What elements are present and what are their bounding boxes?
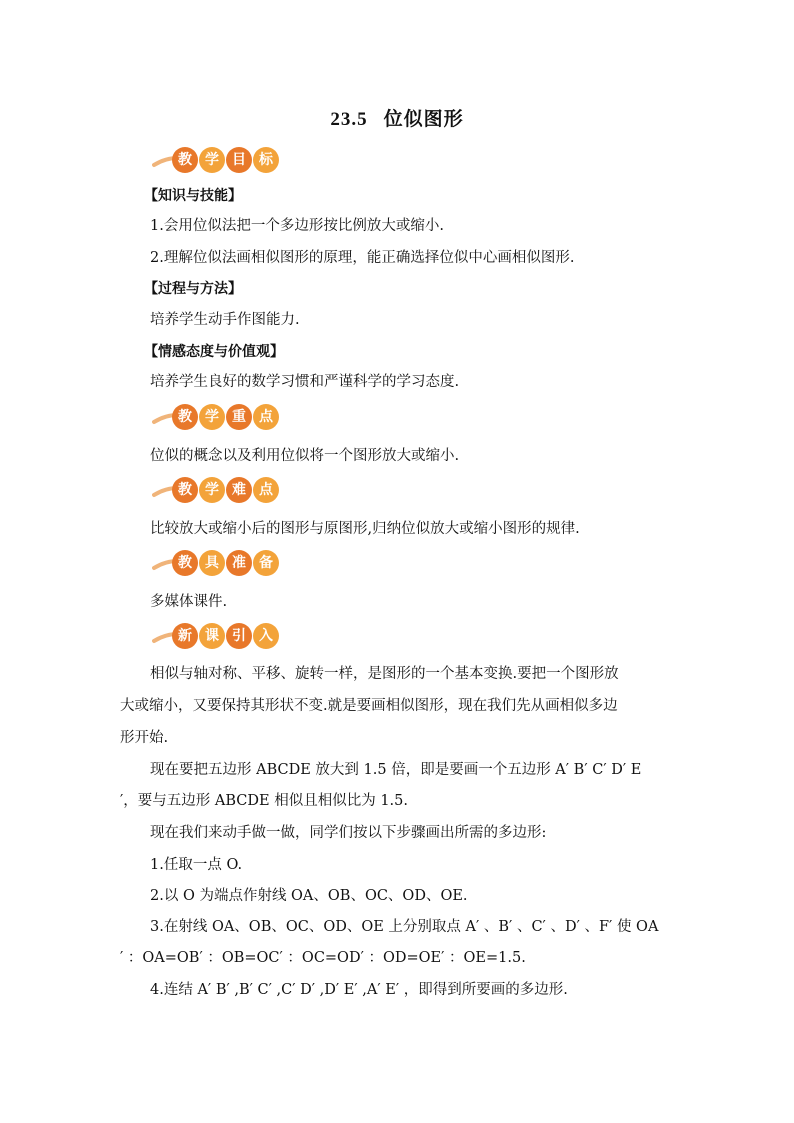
badge-char: 学 bbox=[199, 147, 225, 173]
badge-char: 入 bbox=[253, 623, 279, 649]
step-item: 2.以 O 为端点作射线 OA、OB、OC、OD、OE. bbox=[150, 888, 468, 904]
badge-char: 教 bbox=[172, 404, 198, 430]
goal-item: 培养学生动手作图能力. bbox=[150, 312, 300, 328]
heading-knowledge-skills: 【知识与技能】 bbox=[144, 188, 242, 204]
badge-char: 具 bbox=[199, 550, 225, 576]
intro-paragraph-line: 相似与轴对称、平移、旋转一样，是图形的一个基本变换.要把一个图形放 bbox=[150, 666, 619, 682]
badge-char: 教 bbox=[172, 147, 198, 173]
key-points-text: 位似的概念以及利用位似将一个图形放大或缩小. bbox=[150, 448, 460, 464]
badge-char: 课 bbox=[199, 623, 225, 649]
page-title bbox=[0, 104, 794, 131]
intro-paragraph-line: 现在要把五边形 ABCDE 放大到 1.5 倍，即是要画一个五边形 A′ B′ C′ D′ E bbox=[150, 762, 642, 778]
badge-char: 目 bbox=[226, 147, 252, 173]
step-item: 4.连结 A′ B′ ,B′ C′ ,C′ D′ ,D′ E′ ,A′ E′ ，即得到所要画的多边形. bbox=[150, 982, 568, 998]
heading-attitude-values: 【情感态度与价值观】 bbox=[144, 344, 284, 360]
badge-char: 重 bbox=[226, 404, 252, 430]
badge-char: 备 bbox=[253, 550, 279, 576]
badge-char: 学 bbox=[199, 477, 225, 503]
badge-char: 标 bbox=[253, 147, 279, 173]
badge-char: 点 bbox=[253, 404, 279, 430]
intro-paragraph-line: 形开始. bbox=[120, 730, 169, 746]
step-item: 1.任取一点 O. bbox=[150, 857, 243, 873]
badge-char: 准 bbox=[226, 550, 252, 576]
badge-char: 新 bbox=[172, 623, 198, 649]
intro-paragraph-line: 大或缩小，又要保持其形状不变.就是要画相似图形，现在我们先从画相似多边 bbox=[120, 698, 618, 714]
intro-paragraph-line: ′，要与五边形 ABCDE 相似且相似比为 1.5. bbox=[120, 793, 408, 809]
badge-char: 教 bbox=[172, 477, 198, 503]
badge-char: 点 bbox=[253, 477, 279, 503]
heading-process-method: 【过程与方法】 bbox=[144, 281, 242, 297]
goal-item: 培养学生良好的数学习惯和严谨科学的学习态度. bbox=[150, 374, 460, 390]
badge-char: 难 bbox=[226, 477, 252, 503]
badge-char: 引 bbox=[226, 623, 252, 649]
badge-char: 教 bbox=[172, 550, 198, 576]
section-number: 23.5 bbox=[330, 109, 368, 130]
goal-item: 1.会用位似法把一个多边形按比例放大或缩小. bbox=[150, 218, 444, 234]
intro-paragraph-line: 现在我们来动手做一做，同学们按以下步骤画出所需的多边形: bbox=[150, 825, 547, 841]
step-item: ′ ：OA=OB′ ：OB=OC′ ：OC=OD′ ：OD=OE′ ：OE=1.5. bbox=[120, 950, 526, 966]
step-item: 3.在射线 OA、OB、OC、OD、OE 上分别取点 A′ 、B′ 、C′ 、D′ 、F′ 使 OA bbox=[150, 919, 659, 935]
badge-char: 学 bbox=[199, 404, 225, 430]
teaching-tools-text: 多媒体课件. bbox=[150, 594, 228, 610]
title-text: 位似图形 bbox=[383, 108, 464, 130]
goal-item: 2.理解位似法画相似图形的原理，能正确选择位似中心画相似图形. bbox=[150, 250, 575, 266]
difficult-points-text: 比较放大或缩小后的图形与原图形,归纳位似放大或缩小图形的规律. bbox=[150, 521, 580, 537]
